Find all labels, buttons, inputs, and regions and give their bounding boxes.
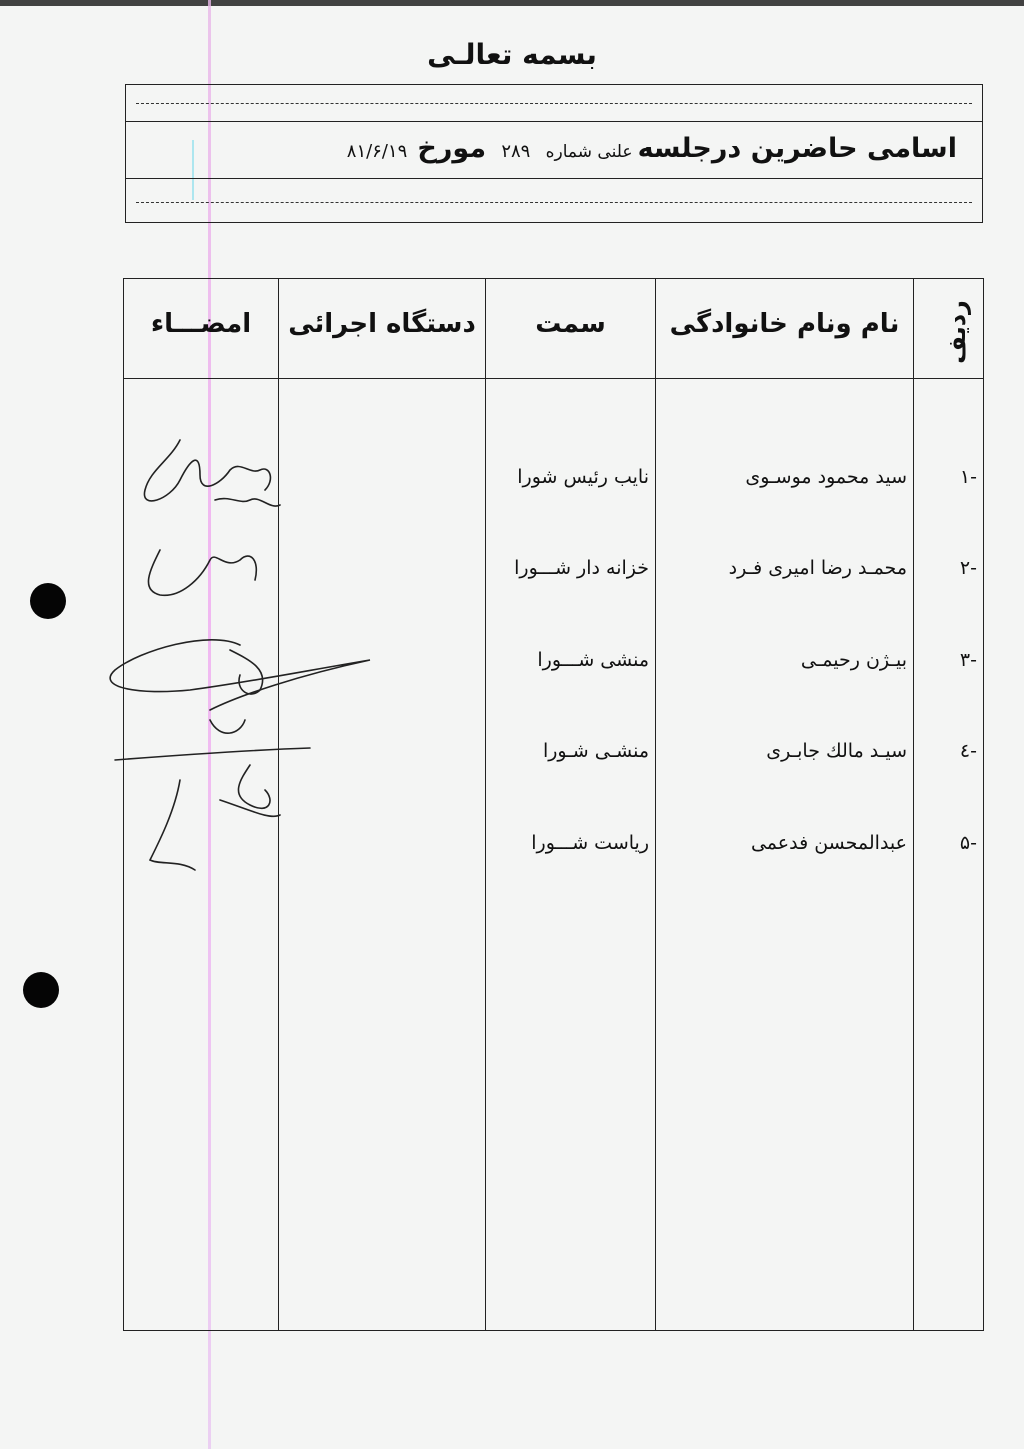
signature-4 xyxy=(115,748,310,760)
member-name: سیـد مالك جابـری xyxy=(766,740,907,762)
member-name: بیـژن رحیمـی xyxy=(800,649,907,671)
handwritten-signatures xyxy=(100,420,380,890)
signature-2 xyxy=(148,550,256,595)
member-position: نایب رئیس شورا xyxy=(517,466,649,488)
column-divider xyxy=(913,279,914,1330)
heading-type: علنی شماره xyxy=(545,142,633,162)
row-number: -۳ xyxy=(959,649,977,671)
member-name: سید محمود موسـوی xyxy=(745,466,907,488)
member-position: ریاست شـــورا xyxy=(531,832,649,854)
signature-1 xyxy=(144,440,270,501)
signature-5 xyxy=(150,780,195,870)
dashed-line xyxy=(136,103,972,104)
divider xyxy=(126,121,982,122)
row-number: -۵ xyxy=(959,832,977,854)
header-name: نام ونام خانوادگی xyxy=(669,309,900,339)
member-name: عبدالمحسن فدعمی xyxy=(750,832,907,854)
header-signature: امضـــاء xyxy=(150,309,252,339)
heading-main: اسامی حاضرین درجلسه xyxy=(637,133,957,164)
row-number: -۱ xyxy=(959,466,977,488)
signature-3-loop xyxy=(230,650,263,694)
header-position: سمت xyxy=(535,309,606,339)
row-number: -٤ xyxy=(959,740,977,762)
heading-box xyxy=(125,84,983,223)
divider xyxy=(126,178,982,179)
signature-4-mark xyxy=(210,720,270,808)
row-number: -۲ xyxy=(959,557,977,579)
member-position: منشـی شـورا xyxy=(542,740,649,762)
member-name: محمـد رضا امیری فـرد xyxy=(728,557,907,579)
column-divider xyxy=(485,279,486,1330)
signature-5-tail xyxy=(220,800,280,816)
header-divider xyxy=(124,378,983,379)
date-label: مورخ xyxy=(417,133,487,164)
member-position: خزانه دار شـــورا xyxy=(514,557,649,579)
signature-1-text xyxy=(215,499,280,506)
header-row-no-label: ردیف xyxy=(943,300,971,364)
member-position: منشی شـــورا xyxy=(537,649,649,671)
dashed-line xyxy=(136,202,972,203)
session-date: ۸۱/۶/۱۹ xyxy=(346,141,408,162)
header-agency: دستگاه اجرائی xyxy=(288,309,476,339)
header-row-no xyxy=(932,297,982,367)
punch-hole-bottom xyxy=(23,972,59,1008)
session-number: ۲۸۹ xyxy=(501,141,531,162)
session-heading xyxy=(146,133,957,173)
scan-edge xyxy=(0,0,1024,6)
column-divider xyxy=(655,279,656,1330)
punch-hole-top xyxy=(30,583,66,619)
page-title: بسمه تعالـی xyxy=(427,38,597,71)
